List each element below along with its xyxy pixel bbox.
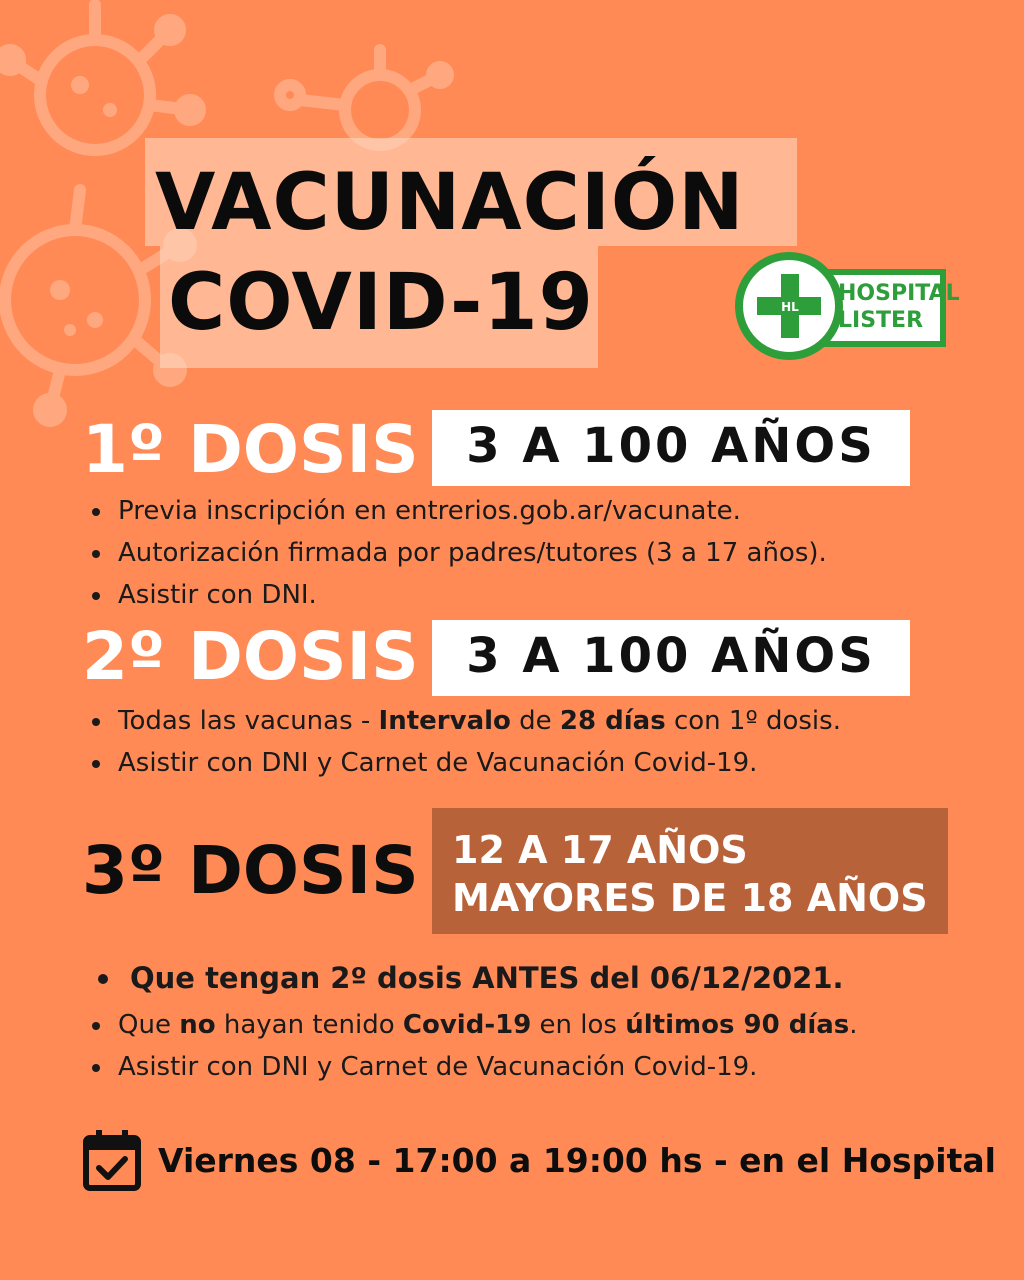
- dose2-bullets: [86, 700, 841, 784]
- logo-line1: HOSPITAL: [838, 281, 960, 306]
- dose1-age-box: 3 A 100 AÑOS: [432, 410, 910, 486]
- logo-line2: LISTER: [838, 308, 924, 333]
- dose3-age-box: [432, 808, 948, 934]
- list-item: Que no hayan tenido Covid-19 en los últimos 90 días.: [86, 1004, 858, 1046]
- list-item: Todas las vacunas - Intervalo de 28 días con 1º dosis.: [86, 700, 841, 742]
- list-item: Asistir con DNI y Carnet de Vacunación Covid-19.: [86, 1046, 858, 1088]
- footer-text: Viernes 08 - 17:00 a 19:00 hs - en el Hospital: [158, 1140, 996, 1180]
- dose1-title: 1º DOSIS: [82, 411, 419, 488]
- dose2-age-box: 3 A 100 AÑOS: [432, 620, 910, 696]
- list-item: Autorización firmada por padres/tutores (3 a 17 años).: [86, 532, 827, 574]
- list-item: Asistir con DNI y Carnet de Vacunación Covid-19.: [86, 742, 841, 784]
- list-item: Asistir con DNI.: [86, 574, 827, 616]
- page-title: VACUNACIÓN: [155, 158, 745, 248]
- dose3-title: 3º DOSIS: [82, 832, 419, 909]
- logo-text: [838, 280, 960, 334]
- page-subtitle: COVID-19: [168, 258, 594, 348]
- dose3-age-line2: MAYORES DE 18 AÑOS: [452, 876, 928, 920]
- list-item: Previa inscripción en entrerios.gob.ar/vacunate.: [86, 490, 827, 532]
- dose3-age-line1: 12 A 17 AÑOS: [452, 828, 748, 872]
- list-item: Que tengan 2º dosis ANTES del 06/12/2021.: [86, 952, 858, 1004]
- calendar-check-icon: [82, 1128, 142, 1192]
- footer-schedule: [82, 1128, 996, 1192]
- dose3-bullets: [86, 952, 858, 1088]
- dose2-title: 2º DOSIS: [82, 618, 419, 695]
- dose1-bullets: [86, 490, 827, 616]
- logo-initials: HL: [781, 300, 799, 314]
